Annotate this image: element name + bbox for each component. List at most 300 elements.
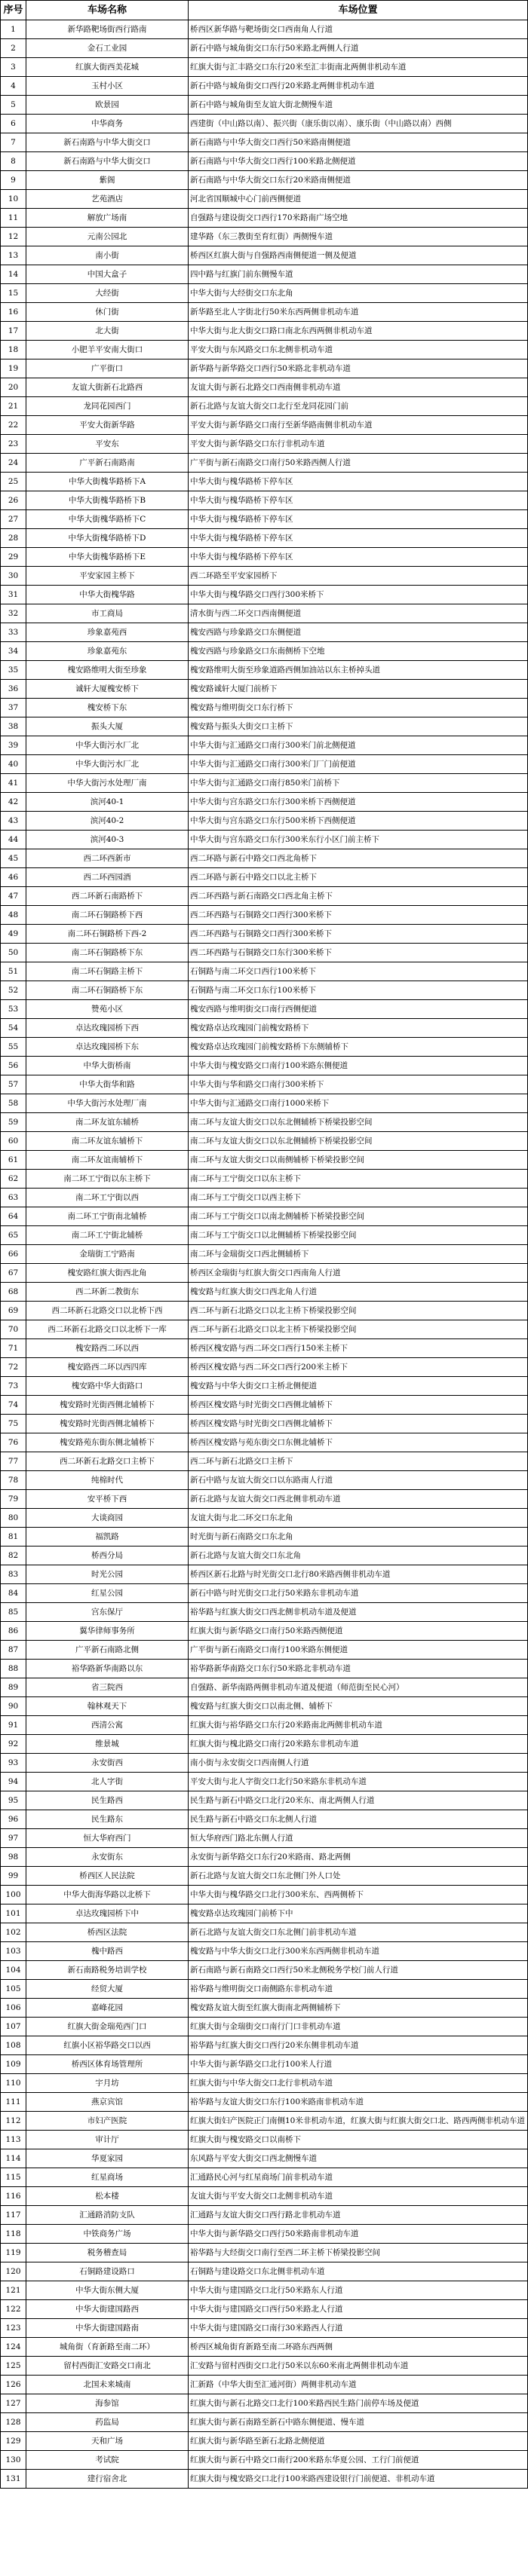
- lot-name: 经贸大厦: [26, 1980, 189, 1999]
- table-row: [1, 2187, 528, 2206]
- table-row: [1, 77, 528, 96]
- table-row: [1, 39, 528, 58]
- lot-location: 中华大街与宫东路交口东行300米东行小区门前主桥下: [189, 831, 528, 849]
- row-number: 38: [1, 717, 26, 736]
- row-number: 123: [1, 2319, 26, 2338]
- row-number: 42: [1, 793, 26, 812]
- row-number: 22: [1, 416, 26, 435]
- lot-name: 北国未来城南: [26, 2376, 189, 2394]
- lot-location: 槐安西路与维明街交口南行西侧便道: [189, 1000, 528, 1019]
- row-number: 18: [1, 341, 26, 359]
- lot-location: 平安大街与新华路交口南行至新华路南侧非机动车道: [189, 416, 528, 435]
- lot-name: 中华大街污水厂北: [26, 736, 189, 755]
- lot-name: 中华大街槐华路桥下D: [26, 529, 189, 548]
- row-number: 121: [1, 2281, 26, 2300]
- lot-location: 永安街与新华路交口东行20米路南、路北两侧: [189, 1848, 528, 1867]
- row-number: 16: [1, 303, 26, 322]
- table-row: [1, 2413, 528, 2432]
- table-row: [1, 1075, 528, 1094]
- table-row: [1, 2149, 528, 2168]
- table-row: [1, 228, 528, 246]
- table-row: [1, 1923, 528, 1942]
- lot-name: 大经街: [26, 284, 189, 303]
- row-number: 129: [1, 2432, 26, 2451]
- lot-name: 卓达玫瑰园桥下西: [26, 1019, 189, 1038]
- table-row: [1, 1038, 528, 1057]
- table-row: [1, 152, 528, 171]
- table-row: [1, 567, 528, 586]
- lot-location: 南二环与友谊大街交口以南侧辅桥下桥梁投影空间: [189, 1151, 528, 1170]
- row-number: 130: [1, 2451, 26, 2470]
- row-number: 116: [1, 2187, 26, 2206]
- row-number: 91: [1, 1716, 26, 1735]
- lot-name: 安平桥下西: [26, 1490, 189, 1509]
- lot-name: 槐安路红旗大街西北角: [26, 1264, 189, 1283]
- lot-name: 西二环新石南路桥下: [26, 887, 189, 906]
- row-number: 5: [1, 96, 26, 115]
- table-row: [1, 1207, 528, 1226]
- row-number: 40: [1, 755, 26, 774]
- table-row: [1, 1829, 528, 1848]
- row-number: 56: [1, 1057, 26, 1075]
- lot-location: 桥西区新石北路与时光街交口北行80米路西侧非机动车道: [189, 1565, 528, 1584]
- row-number: 14: [1, 265, 26, 284]
- row-number: 61: [1, 1151, 26, 1170]
- lot-location: 西二环西路与石铜路交口东行300米桥下: [189, 944, 528, 962]
- table-row: [1, 1697, 528, 1716]
- lot-location: 平安大街与东风路交口东北侧非机动车道: [189, 341, 528, 359]
- lot-name: 友谊大街新石北路西: [26, 378, 189, 397]
- lot-location: 西二环与新石北路交口主桥下: [189, 1452, 528, 1471]
- lot-name: 南二环石铜路桥下西-2: [26, 925, 189, 944]
- table-row: [1, 341, 528, 359]
- lot-name: 桥西区法院: [26, 1923, 189, 1942]
- lot-name: 卓达玫瑰园桥下东: [26, 1038, 189, 1057]
- lot-location: 槐安路卓达玫瑰园门前槐安路桥下: [189, 1019, 528, 1038]
- lot-name: 槐中路西: [26, 1942, 189, 1961]
- row-number: 37: [1, 699, 26, 717]
- table-row: [1, 548, 528, 567]
- row-number: 113: [1, 2131, 26, 2149]
- lot-name: 槐安路西二环以西四库: [26, 1358, 189, 1377]
- lot-name: 解放广场南: [26, 209, 189, 228]
- row-number: 106: [1, 1999, 26, 2018]
- lot-name: 税务稽查局: [26, 2244, 189, 2262]
- lot-location: 桥西区金瑞街与红旗大街交口西南角人行道: [189, 1264, 528, 1283]
- table-row: [1, 1584, 528, 1603]
- lot-name: 北人字街: [26, 1773, 189, 1791]
- lot-location: 东风路与平安大街交口西北侧慢车道: [189, 2149, 528, 2168]
- lot-location: 中华大街与槐华路交口北行300米东、西两侧桥下: [189, 1886, 528, 1904]
- row-number: 78: [1, 1471, 26, 1490]
- lot-name: 艺苑酒店: [26, 190, 189, 209]
- row-number: 82: [1, 1547, 26, 1565]
- row-number: 23: [1, 435, 26, 454]
- table-row: [1, 1433, 528, 1452]
- table-row: [1, 906, 528, 925]
- table-row: [1, 2432, 528, 2451]
- table-row: [1, 1320, 528, 1339]
- row-number: 105: [1, 1980, 26, 1999]
- row-number: 64: [1, 1207, 26, 1226]
- lot-name: 宇月坊: [26, 2074, 189, 2093]
- lot-location: 红旗大街与新石中路交口南行200米路东华夏公园、工行门前便道: [189, 2451, 528, 2470]
- table-row: [1, 925, 528, 944]
- table-row: [1, 623, 528, 642]
- lot-name: 维景城: [26, 1735, 189, 1754]
- lot-location: 桥西区新华路与靶场街交口西南角人行道: [189, 20, 528, 39]
- lot-name: 槐安桥下东: [26, 699, 189, 717]
- lot-name: 中华大街建国路西: [26, 2300, 189, 2319]
- row-number: 126: [1, 2376, 26, 2394]
- table-row: [1, 1019, 528, 1038]
- row-number: 4: [1, 77, 26, 96]
- lot-name: 红星公园: [26, 1584, 189, 1603]
- lot-location: 新石北路与友谊大街交口东北侧门前非机动车道: [189, 1923, 528, 1942]
- lot-name: 嘉峰花园: [26, 1999, 189, 2018]
- lot-location: 友谊大街与北二环交口东北角: [189, 1509, 528, 1528]
- row-number: 44: [1, 831, 26, 849]
- lot-location: 西二环路与新石中路交口以北主桥下: [189, 868, 528, 887]
- table-row: [1, 2244, 528, 2262]
- table-row: [1, 1603, 528, 1622]
- lot-name: 桥西分局: [26, 1547, 189, 1565]
- row-number: 110: [1, 2074, 26, 2093]
- row-number: 10: [1, 190, 26, 209]
- lot-location: 红旗大街与槐北路交口南行20米路东非机动车道: [189, 1735, 528, 1754]
- table-row: [1, 604, 528, 623]
- table-row: [1, 831, 528, 849]
- header-number: 序号: [1, 1, 26, 20]
- lot-name: 大谈商园: [26, 1509, 189, 1528]
- lot-location: 红旗大街与槐安路交口北行100米路西建设银行门前便道、非机动车道: [189, 2470, 528, 2489]
- table-row: [1, 397, 528, 416]
- table-row: [1, 868, 528, 887]
- lot-location: 新石北路与友谊大街交口北行至龙同花园门前: [189, 397, 528, 416]
- table-row: [1, 736, 528, 755]
- lot-location: 新石南路与新石南路交口西行50米北侧税务学校门前人行道: [189, 1961, 528, 1980]
- row-number: 72: [1, 1358, 26, 1377]
- lot-name: 燕京宾馆: [26, 2093, 189, 2112]
- lot-name: 桥西区人民法院: [26, 1867, 189, 1886]
- lot-location: 中华大街与槐华路交口西行300米桥下: [189, 586, 528, 604]
- table-row: [1, 322, 528, 341]
- lot-name: 金瑞街工宁路南: [26, 1245, 189, 1264]
- lot-location: 新华路与新华路交口西行50米路北非机动车道: [189, 359, 528, 378]
- row-number: 125: [1, 2357, 26, 2376]
- row-number: 97: [1, 1829, 26, 1848]
- lot-location: 西二环与新石北路交口以北主桥下桥梁投影空间: [189, 1320, 528, 1339]
- lot-location: 槐安路与中华大街交口北行300米东西两侧非机动车道: [189, 1942, 528, 1961]
- lot-location: 广平街与新石南路交口南行50米路西侧人行道: [189, 454, 528, 473]
- lot-name: 赞苑小区: [26, 1000, 189, 1019]
- row-number: 11: [1, 209, 26, 228]
- table-row: [1, 1339, 528, 1358]
- lot-location: 南小街与永安街交口西南侧人行道: [189, 1754, 528, 1773]
- lot-location: 新石中路与城角街交口东行50米路北两侧人行道: [189, 39, 528, 58]
- table-row: [1, 491, 528, 510]
- lot-location: 汇通路民心河与红星商场门前非机动车道: [189, 2168, 528, 2187]
- lot-location: 广平街与新石南路交口南行100米路东侧便道: [189, 1641, 528, 1660]
- lot-location: 新华路至北人字街北行50米东西两侧非机动车道: [189, 303, 528, 322]
- lot-name: 华夏家园: [26, 2149, 189, 2168]
- table-row: [1, 284, 528, 303]
- lot-name: 南二环工宁街北辅桥: [26, 1226, 189, 1245]
- row-number: 68: [1, 1283, 26, 1302]
- lot-name: 龙同花园西门: [26, 397, 189, 416]
- lot-location: 中华大街与建国路交口西行50米路北人行道: [189, 2300, 528, 2319]
- table-row: [1, 1094, 528, 1113]
- row-number: 39: [1, 736, 26, 755]
- row-number: 87: [1, 1641, 26, 1660]
- table-row: [1, 1000, 528, 1019]
- lot-location: 平安大街与北人字街交口北行50米路东非机动车道: [189, 1773, 528, 1791]
- lot-location: 南二环与工宁街交口以南北侧辅桥下桥梁投影空间: [189, 1207, 528, 1226]
- lot-location: 红旗大街与新华路至新石北路北侧便道: [189, 2432, 528, 2451]
- lot-name: 海参馆: [26, 2394, 189, 2413]
- row-number: 55: [1, 1038, 26, 1057]
- lot-location: 红旗大街与新石南路至新石中路东侧便道、慢车道: [189, 2413, 528, 2432]
- table-row: [1, 661, 528, 680]
- table-row: [1, 812, 528, 831]
- row-number: 114: [1, 2149, 26, 2168]
- row-number: 119: [1, 2244, 26, 2262]
- lot-name: 南二环石铜路桥下西: [26, 906, 189, 925]
- lot-location: 桥西区槐安路与时光街交口西侧北辅桥下: [189, 1415, 528, 1433]
- table-row: [1, 2093, 528, 2112]
- lot-location: 红旗大街与中华大街交口北行非机动车道: [189, 2074, 528, 2093]
- lot-name: 诚轩大厦槐安桥下: [26, 680, 189, 699]
- lot-name: 红旗大街金瑞苑西门口: [26, 2018, 189, 2036]
- lot-location: 中华大街与大经街交口东北角: [189, 284, 528, 303]
- table-row: [1, 510, 528, 529]
- table-row: [1, 1264, 528, 1283]
- lot-location: 槐安路卓达玫瑰园门前桥下中: [189, 1904, 528, 1923]
- table-row: [1, 1415, 528, 1433]
- lot-location: 槐安西路与珍象路交口东侧便道: [189, 623, 528, 642]
- row-number: 28: [1, 529, 26, 548]
- lot-location: 石铜路与南二环交口西行100米桥下: [189, 962, 528, 981]
- lot-location: 中华大街与槐华路桥下停车区: [189, 473, 528, 491]
- lot-name: 纯棉时代: [26, 1471, 189, 1490]
- lot-location: 新石中路与友谊大街交口以东路南人行道: [189, 1471, 528, 1490]
- table-row: [1, 1999, 528, 2018]
- row-number: 29: [1, 548, 26, 567]
- lot-name: 中华大街污水处理厂南: [26, 774, 189, 793]
- row-number: 60: [1, 1132, 26, 1151]
- lot-location: 槐安路友谊大街至红旗大街南北两侧辅桥下: [189, 1999, 528, 2018]
- lot-name: 南二环工宁街以东主桥下: [26, 1170, 189, 1189]
- lot-location: 清水街与西二环交口西南侧便道: [189, 604, 528, 623]
- lot-location: 槐安路与维明街交口东行桥下: [189, 699, 528, 717]
- table-row: [1, 1547, 528, 1565]
- lot-name: 休门街: [26, 303, 189, 322]
- table-row: [1, 209, 528, 228]
- lot-name: 中华大街槐华路桥下B: [26, 491, 189, 510]
- lot-name: 中华大街污水厂北: [26, 755, 189, 774]
- table-row: [1, 1867, 528, 1886]
- header-lot-location: 车场位置: [189, 1, 528, 20]
- lot-location: 红旗大街与新华路交口南行50米路西侧便道: [189, 1622, 528, 1641]
- row-number: 43: [1, 812, 26, 831]
- row-number: 122: [1, 2300, 26, 2319]
- row-number: 13: [1, 246, 26, 265]
- table-row: [1, 1452, 528, 1471]
- row-number: 124: [1, 2338, 26, 2357]
- lot-location: 桥西区槐安路与西二环交口西行150米主桥下: [189, 1339, 528, 1358]
- table-row: [1, 1791, 528, 1810]
- lot-location: 自强路、新华南路两侧非机动车道及便道（师范街至民心河）: [189, 1678, 528, 1697]
- lot-location: 桥西区红旗大街与自强路西南侧便道一侧及便道: [189, 246, 528, 265]
- lot-location: 民生路与新石中路交口北行20米东、南北两侧人行道: [189, 1791, 528, 1810]
- lot-name: 南二环友谊东辅桥下: [26, 1132, 189, 1151]
- lot-location: 中华大街与槐安路交口南行100米路东侧便道: [189, 1057, 528, 1075]
- table-row: [1, 2376, 528, 2394]
- row-number: 103: [1, 1942, 26, 1961]
- lot-location: 石铜路与南二环交口东行100米桥下: [189, 981, 528, 1000]
- row-number: 80: [1, 1509, 26, 1528]
- lot-location: 南二环与友谊大街交口以东北侧辅桥下桥梁投影空间: [189, 1132, 528, 1151]
- row-number: 96: [1, 1810, 26, 1829]
- lot-name: 南小街: [26, 246, 189, 265]
- lot-name: 平安东: [26, 435, 189, 454]
- lot-name: 民生路西: [26, 1791, 189, 1810]
- lot-name: 城角街（育新路至南二环）: [26, 2338, 189, 2357]
- row-number: 20: [1, 378, 26, 397]
- lot-location: 中华大街与汇通路交口南行300米门厂门前便道: [189, 755, 528, 774]
- lot-name: 裕华路新华南路以东: [26, 1660, 189, 1678]
- lot-name: 永安街东: [26, 1848, 189, 1867]
- lot-name: 西二环新二教街东: [26, 1283, 189, 1302]
- lot-location: 西二环路至平安家园桥下: [189, 567, 528, 586]
- lot-name: 中华大街污水处理厂南: [26, 1094, 189, 1113]
- lot-location: 红旗大街与裕华路交口东行20米路南北两侧非机动车道: [189, 1716, 528, 1735]
- table-row: [1, 96, 528, 115]
- table-row: [1, 2357, 528, 2376]
- table-row: [1, 944, 528, 962]
- lot-name: 中华大街东侧大厦: [26, 2281, 189, 2300]
- lot-name: 广平街口: [26, 359, 189, 378]
- row-number: 70: [1, 1320, 26, 1339]
- table-row: [1, 2451, 528, 2470]
- lot-location: 中华大街与北大街交口路口南北东西两侧非机动车道: [189, 322, 528, 341]
- table-row: [1, 1358, 528, 1377]
- lot-location: 槐安路与红旗大街交口以南北侧、辅桥下: [189, 1697, 528, 1716]
- row-number: 89: [1, 1678, 26, 1697]
- lot-location: 汇新路（中华大街至汇通河街）两侧非机动车道: [189, 2376, 528, 2394]
- lot-location: 友谊大街与平安大街交口北侧非机动车道: [189, 2187, 528, 2206]
- table-body: [1, 20, 528, 2489]
- table-row: [1, 2319, 528, 2338]
- row-number: 24: [1, 454, 26, 473]
- row-number: 48: [1, 906, 26, 925]
- lot-location: 四中路与红旗门前东侧慢车道: [189, 265, 528, 284]
- table-header-row: [1, 1, 528, 20]
- table-row: [1, 2225, 528, 2244]
- lot-name: 翼华律师事务所: [26, 1622, 189, 1641]
- row-number: 79: [1, 1490, 26, 1509]
- table-row: [1, 2300, 528, 2319]
- lot-location: 桥西区槐安路与时光街交口西侧北辅桥下: [189, 1396, 528, 1415]
- row-number: 90: [1, 1697, 26, 1716]
- row-number: 58: [1, 1094, 26, 1113]
- lot-name: 中华大街华和路: [26, 1075, 189, 1094]
- lot-name: 槐安路苑东街东侧北辅桥下: [26, 1433, 189, 1452]
- lot-location: 南二环与工宁街交口以西主桥下: [189, 1189, 528, 1207]
- lot-name: 珍象嘉苑东: [26, 642, 189, 661]
- lot-name: 西二环新石北路交口以北桥下一库: [26, 1320, 189, 1339]
- lot-name: 建行宿舍北: [26, 2470, 189, 2489]
- row-number: 93: [1, 1754, 26, 1773]
- lot-location: 中华大街与华和路交口南行300米桥下: [189, 1075, 528, 1094]
- lot-name: 西二环西新市: [26, 849, 189, 868]
- lot-location: 桥西区槐安路与西二环交口西行200米主桥下: [189, 1358, 528, 1377]
- row-number: 67: [1, 1264, 26, 1283]
- lot-location: 槐安路与中华大街交口主桥北侧便道: [189, 1377, 528, 1396]
- table-row: [1, 2281, 528, 2300]
- table-row: [1, 2338, 528, 2357]
- row-number: 100: [1, 1886, 26, 1904]
- row-number: 27: [1, 510, 26, 529]
- lot-location: 恒大华府西门路北东侧人行道: [189, 1829, 528, 1848]
- table-row: [1, 529, 528, 548]
- row-number: 117: [1, 2206, 26, 2225]
- lot-location: 红旗大街与汇丰路交口东行20米至汇丰街南北两侧非机动车道: [189, 58, 528, 77]
- lot-name: 小肥羊平安南大街口: [26, 341, 189, 359]
- row-number: 2: [1, 39, 26, 58]
- lot-name: 广平新石南路北侧: [26, 1641, 189, 1660]
- table-row: [1, 962, 528, 981]
- lot-location: 红旗大街与新石北路交口北行100米路西民生路门前停车场及便道: [189, 2394, 528, 2413]
- table-row: [1, 190, 528, 209]
- lot-name: 考试院: [26, 2451, 189, 2470]
- table-row: [1, 2168, 528, 2187]
- table-row: [1, 1904, 528, 1923]
- table-row: [1, 1810, 528, 1829]
- lot-location: 中华大街与宫东路交口东行500米桥下西侧便道: [189, 812, 528, 831]
- lot-name: 南二环石铜路桥下东: [26, 981, 189, 1000]
- lot-name: 平安大街新华路: [26, 416, 189, 435]
- row-number: 111: [1, 2093, 26, 2112]
- lot-location: 裕华路与友谊大街交口东行100米路南非机动车道: [189, 2093, 528, 2112]
- row-number: 33: [1, 623, 26, 642]
- row-number: 49: [1, 925, 26, 944]
- lot-location: 西二环西路与石铜路交口西行300米桥下: [189, 925, 528, 944]
- lot-location: 石铜路与建设路交口东北侧非机动车道: [189, 2262, 528, 2281]
- lot-name: 红旗大街西美花城: [26, 58, 189, 77]
- lot-location: 新石北路与友谊大街交口西北侧非机动车道: [189, 1490, 528, 1509]
- lot-location: 南二环与友谊大街交口以东北侧辅桥下桥梁投影空间: [189, 1113, 528, 1132]
- row-number: 84: [1, 1584, 26, 1603]
- lot-location: 裕华路与大经街交口南行至西二环主桥下桥梁投影空间: [189, 2244, 528, 2262]
- row-number: 131: [1, 2470, 26, 2489]
- row-number: 51: [1, 962, 26, 981]
- table-row: [1, 1980, 528, 1999]
- lot-location: 河北省国顺城中心门前西侧便道: [189, 190, 528, 209]
- table-row: [1, 1396, 528, 1415]
- lot-location: 西二环西路与石铜路交口西行300米桥下: [189, 906, 528, 925]
- lot-name: 北大街: [26, 322, 189, 341]
- lot-name: 翰林观天下: [26, 1697, 189, 1716]
- lot-location: 桥西区城角街育新路至南二环路东西两侧: [189, 2338, 528, 2357]
- lot-location: 新石北路与友谊大街交口东北侧门外人口处: [189, 1867, 528, 1886]
- lot-location: 南二环与金瑞街交口西北侧辅桥下: [189, 1245, 528, 1264]
- lot-location: 南二环与工宁街交口以北侧辅桥下桥梁投影空间: [189, 1226, 528, 1245]
- table-row: [1, 849, 528, 868]
- row-number: 35: [1, 661, 26, 680]
- lot-name: 槐安路中华大街路口: [26, 1377, 189, 1396]
- table-row: [1, 699, 528, 717]
